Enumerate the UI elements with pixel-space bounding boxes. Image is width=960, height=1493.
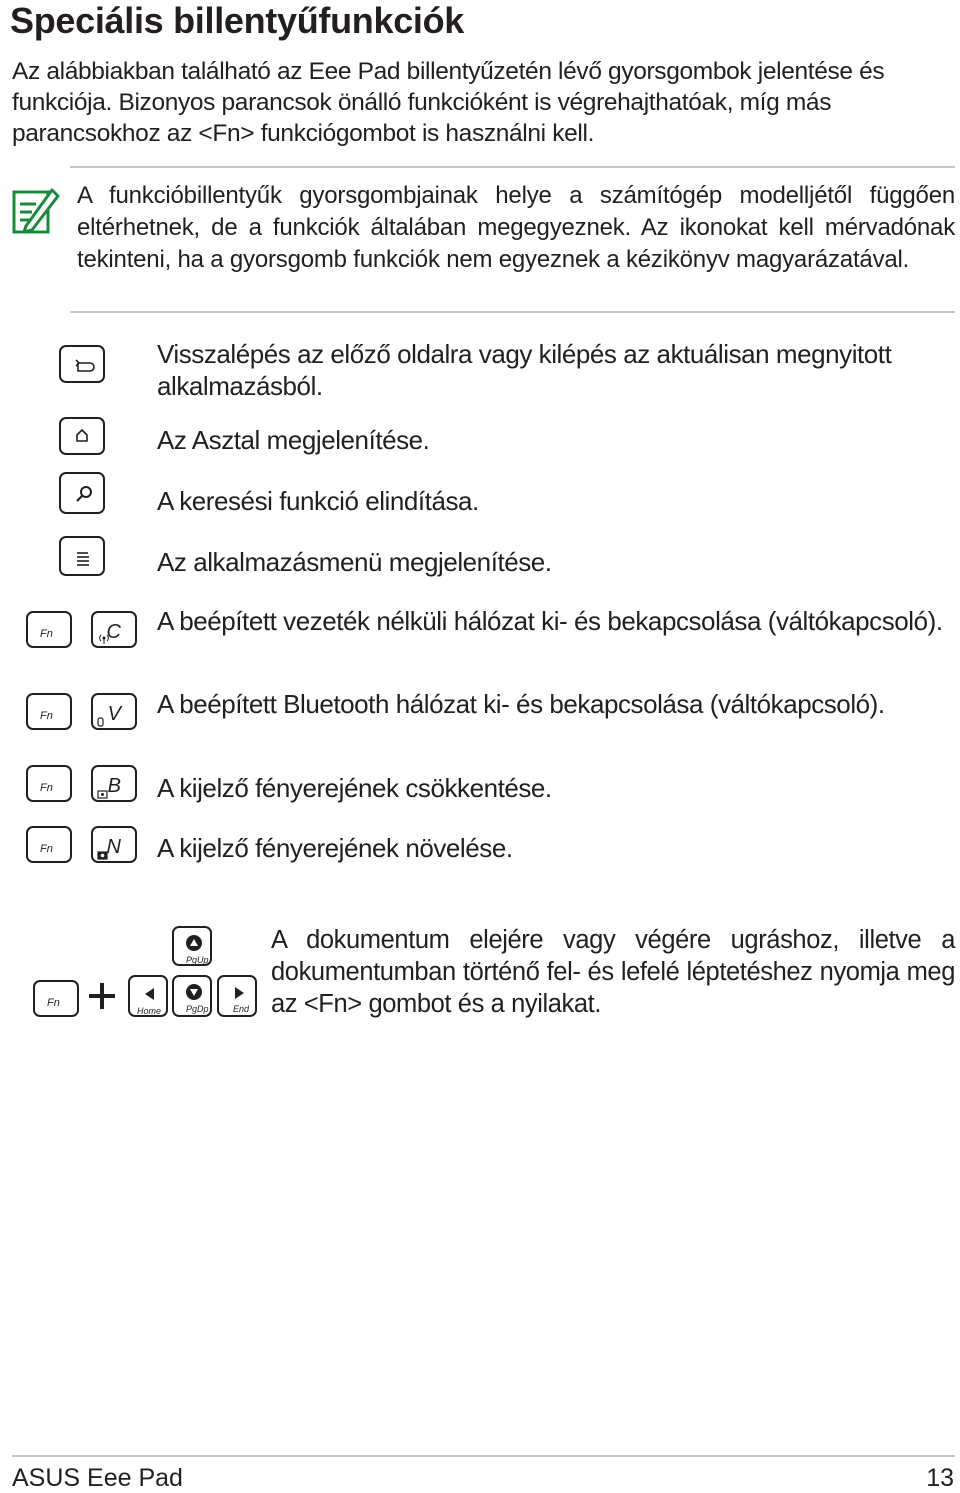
brightness-down-description: A kijelző fényerejének csökkentése. (157, 773, 552, 803)
footer-rule (12, 1455, 955, 1457)
page-title: Speciális billentyűfunkciók (10, 0, 465, 41)
c-key: C (91, 611, 137, 648)
plus-icon (86, 980, 118, 1012)
v-key: V (91, 693, 137, 730)
footer-product: ASUS Eee Pad (12, 1464, 183, 1492)
note-pencil-icon (12, 184, 60, 246)
arrow-combo-description: A dokumentum elejére vagy végére ugráshoz, illetve a dokumentumban történő fel- és lefelé léptetéshez nyomja meg az <Fn> gombot és a nyilakat. (271, 926, 955, 1018)
wireless-toggle-description: A beépített vezeték nélküli hálózat ki- és bekapcsolása (váltókapcsoló). (157, 606, 943, 636)
home-icon (61, 419, 107, 457)
menu-key (59, 536, 105, 576)
n-key: N (91, 826, 137, 863)
back-icon (61, 347, 107, 385)
back-key-description: Visszalépés az előző oldalra vagy kilépés az aktuálisan megnyitott alkalmazásból. (157, 339, 892, 401)
menu-icon (61, 538, 107, 578)
intro-paragraph: Az alábbiakban található az Eee Pad billentyűzetén lévő gyorsgombok jelentése és funkciója. Bizonyos parancsok önálló funkcióként is végrehajthatóak, míg más parancsokhoz az <Fn> funkciógombot is használni kell. (12, 58, 885, 147)
fn-key: Fn (26, 826, 72, 863)
note-text: A funkcióbillentyűk gyorsgombjainak helye a számítógép modelljétől függően eltérhetnek, de a funkciók általában megegyeznek. Az ikonokat kell mérvadónak tekinteni, ha a gyorsgomb funkciók nem egyeznek a kézikönyv magyarázatával. (77, 182, 955, 273)
home-key (59, 417, 105, 455)
search-key (59, 472, 105, 514)
fn-key: Fn (26, 611, 72, 648)
home-arrow-key: Home (128, 975, 168, 1017)
pgdn-key: PgDp (172, 975, 212, 1017)
fn-key: Fn (26, 693, 72, 730)
fn-key: Fn (33, 980, 79, 1017)
search-icon (61, 474, 107, 516)
b-key: B (91, 765, 137, 802)
brightness-up-description: A kijelző fényerejének növelése. (157, 833, 513, 863)
search-key-description: A keresési funkció elindítása. (157, 486, 479, 516)
menu-key-description: Az alkalmazásmenü megjelenítése. (157, 547, 552, 577)
end-arrow-key: End (217, 975, 257, 1017)
pgup-key: PgUp (172, 926, 212, 966)
fn-key: Fn (26, 765, 72, 802)
bluetooth-toggle-description: A beépített Bluetooth hálózat ki- és bekapcsolása (váltókapcsoló). (157, 689, 885, 719)
note-top-rule (70, 166, 955, 168)
note-bottom-rule (70, 311, 955, 313)
home-key-description: Az Asztal megjelenítése. (157, 425, 430, 455)
back-key (59, 345, 105, 383)
page-number: 13 (926, 1464, 954, 1492)
